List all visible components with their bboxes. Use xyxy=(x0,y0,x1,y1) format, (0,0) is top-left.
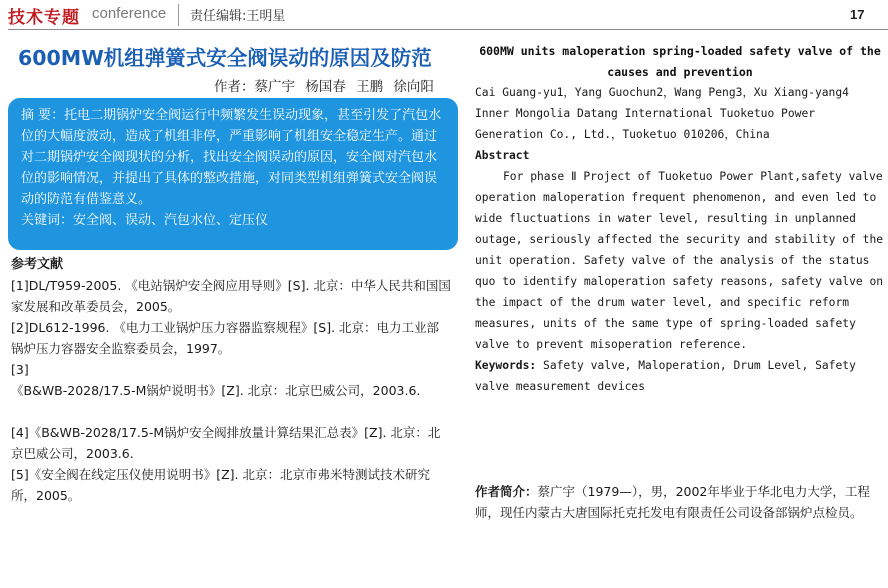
english-keywords-label: Keywords: xyxy=(475,359,537,372)
header-rule xyxy=(8,29,888,30)
references-heading: 参考文献 xyxy=(11,257,64,272)
page-number: 17 xyxy=(850,7,865,22)
abstract-text: 摘 要：托电二期锅炉安全阀运行中频繁发生误动现象，甚至引发了汽包水位的大幅度波动，造成了机组非停，严重影响了机组安全稳定生产。通过对二期锅炉安全阀现状的分析，找出安全阀误动的原因，安全阀对汽包水位的影响情况，并提出了具体的整改措施，对同类型机组弹簧式安全阀误动的防范有借鉴意义。 xyxy=(21,108,442,207)
references-section xyxy=(11,254,451,506)
header-divider xyxy=(178,4,179,26)
page-header xyxy=(0,0,888,30)
reference-item: [5]《安全阀在线定压仪使用说明书》[Z]. 北京：北京市弗米特测试技术研究所，2005。 xyxy=(11,467,430,503)
section-brand-english: conference xyxy=(92,5,167,22)
reference-item: [4]《B&WB-2028/17.5-M锅炉安全阀排放量计算结果汇总表》[Z]. 北京：北京巴威公司，2003.6. xyxy=(11,425,441,461)
english-keywords-text: Safety valve, Maloperation, Drum Level, Safety valve measurement devices xyxy=(475,359,856,393)
english-keywords xyxy=(475,355,885,397)
english-section xyxy=(475,82,885,397)
reference-item: [3] xyxy=(11,362,29,377)
responsible-editor: 责任编辑:王明星 xyxy=(190,9,286,24)
article-title: 600MW机组弹簧式安全阀误动的原因及防范 xyxy=(18,46,432,70)
author-bio-label: 作者简介： xyxy=(475,484,538,499)
reference-gap xyxy=(11,401,451,422)
section-brand: 技术专题 xyxy=(8,8,80,28)
english-affiliation: Inner Mongolia Datang International Tuoketuo Power Generation Co., Ltd.，Tuoketuo 010206，China xyxy=(475,107,816,141)
english-authors: Cai Guang-yu1，Yang Guochun2，Wang Peng3，Xu Xiang-yang4 xyxy=(475,86,849,99)
reference-item: [2]DL612-1996. 《电力工业锅炉压力容器监察规程》[S]. 北京：电力工业部锅炉压力容器安全监察委员会，1997。 xyxy=(11,320,440,356)
author-bio-text: 蔡广宇（1979—），男，2002年毕业于华北电力大学，工程师，现任内蒙古大唐国际托克托发电有限责任公司设备部锅炉点检员。 xyxy=(475,484,870,520)
english-abstract-label: Abstract xyxy=(475,149,530,162)
reference-item: 《B&WB-2028/17.5-M锅炉说明书》[Z]. 北京：北京巴威公司，2003.6. xyxy=(11,383,421,398)
abstract-box xyxy=(8,98,458,250)
keywords-text: 关键词：安全阀、误动、汽包水位、定压仪 xyxy=(21,213,269,228)
english-title: 600MW units maloperation spring-loaded safety valve of the causes and prevention xyxy=(479,44,881,79)
reference-item: [1]DL/T959-2005. 《电站锅炉安全阀应用导则》[S]. 北京：中华人民共和国国家发展和改革委员会，2005。 xyxy=(11,278,451,314)
author-bio xyxy=(475,481,885,523)
english-abstract: For phase Ⅱ Project of Tuoketuo Power Plant,safety valve operation maloperation frequent phenomenon, and even led to wide fluctuations in water level, resulting in unplanned outage, seriously affected the security and stability of the unit operation. Safety valve of the analysis of the status quo to identify maloperation safety reasons, safety valve on the impact of the drum water level, and specific reform measures, units of the same type of spring-loaded safety valve to prevent misoperation reference. xyxy=(475,170,884,351)
article-authors: 作者：蔡广宇 杨国春 王鹏 徐向阳 xyxy=(214,79,434,95)
